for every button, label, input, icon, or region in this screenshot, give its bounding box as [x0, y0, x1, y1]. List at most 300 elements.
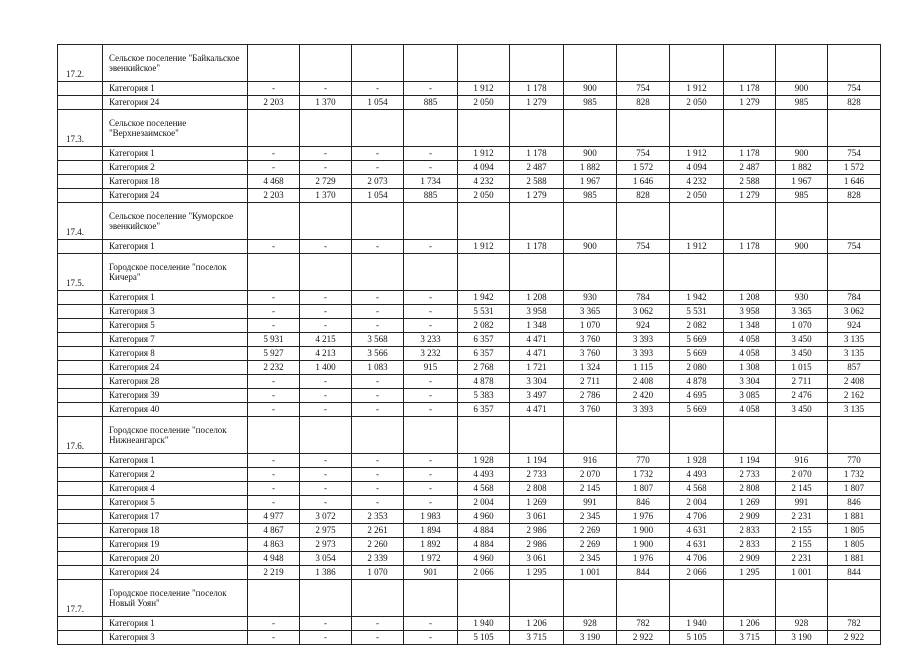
empty-cell: [510, 110, 564, 147]
value-cell: 846: [617, 496, 670, 510]
value-cell: 1 912: [670, 147, 724, 161]
value-cell: 1 572: [828, 161, 881, 175]
category-name: Категория 7: [103, 333, 248, 347]
value-cell: 782: [828, 617, 881, 631]
table-row: [58, 319, 881, 333]
empty-cell: [510, 203, 564, 240]
value-cell: 784: [617, 291, 670, 305]
category-name: Категория 1: [103, 147, 248, 161]
row-number-cell: [58, 175, 103, 189]
value-cell: 991: [564, 496, 617, 510]
empty-cell: [248, 417, 300, 454]
value-cell: 900: [776, 240, 828, 254]
value-cell: 1 279: [510, 189, 564, 203]
category-name: Категория 18: [103, 524, 248, 538]
value-cell: 928: [776, 617, 828, 631]
row-number-cell: [58, 161, 103, 175]
empty-cell: [828, 110, 881, 147]
row-number-cell: [58, 96, 103, 110]
value-cell: 770: [617, 454, 670, 468]
value-cell: 4 058: [724, 403, 776, 417]
value-cell: 6 357: [458, 333, 510, 347]
value-cell: -: [300, 631, 352, 645]
value-cell: 1 348: [510, 319, 564, 333]
value-cell: -: [248, 305, 300, 319]
empty-cell: [458, 417, 510, 454]
table-row: [58, 240, 881, 254]
value-cell: 2 073: [352, 175, 404, 189]
category-name: Категория 40: [103, 403, 248, 417]
value-cell: 2 050: [670, 96, 724, 110]
value-cell: 754: [828, 240, 881, 254]
value-cell: 900: [776, 147, 828, 161]
empty-cell: [617, 417, 670, 454]
value-cell: 770: [828, 454, 881, 468]
table-row: [58, 305, 881, 319]
value-cell: 4 631: [670, 538, 724, 552]
value-cell: 1 972: [404, 552, 458, 566]
value-cell: 3 190: [564, 631, 617, 645]
value-cell: 3 497: [510, 389, 564, 403]
value-cell: 754: [828, 147, 881, 161]
value-cell: 3 232: [404, 347, 458, 361]
value-cell: 2 711: [564, 375, 617, 389]
value-cell: 4 058: [724, 333, 776, 347]
section-number: 17.7.: [58, 580, 103, 617]
empty-cell: [670, 417, 724, 454]
value-cell: 916: [564, 454, 617, 468]
value-cell: 1 070: [352, 566, 404, 580]
category-name: Категория 19: [103, 538, 248, 552]
value-cell: -: [300, 468, 352, 482]
value-cell: 2 231: [776, 552, 828, 566]
value-cell: 1 208: [510, 291, 564, 305]
value-cell: 1 279: [510, 96, 564, 110]
table-row: [58, 291, 881, 305]
value-cell: 1 295: [510, 566, 564, 580]
value-cell: 3 450: [776, 403, 828, 417]
value-cell: 2 155: [776, 538, 828, 552]
value-cell: 1 807: [828, 482, 881, 496]
empty-cell: [300, 580, 352, 617]
value-cell: -: [352, 161, 404, 175]
value-cell: 1 178: [510, 147, 564, 161]
value-cell: 2 070: [776, 468, 828, 482]
value-cell: -: [352, 454, 404, 468]
value-cell: 3 085: [724, 389, 776, 403]
empty-cell: [776, 45, 828, 82]
table-row: [58, 617, 881, 631]
empty-cell: [248, 45, 300, 82]
table-row: [58, 147, 881, 161]
empty-cell: [776, 580, 828, 617]
category-name: Категория 24: [103, 566, 248, 580]
value-cell: -: [352, 82, 404, 96]
value-cell: 2 080: [670, 361, 724, 375]
row-number-cell: [58, 389, 103, 403]
section-title: Городское поселение "поселок Новый Уоян": [103, 580, 248, 617]
value-cell: 754: [617, 147, 670, 161]
value-cell: -: [248, 375, 300, 389]
category-name: Категория 3: [103, 305, 248, 319]
value-cell: 2 004: [458, 496, 510, 510]
category-name: Категория 28: [103, 375, 248, 389]
table-body: [58, 45, 881, 645]
empty-cell: [300, 110, 352, 147]
category-name: Категория 17: [103, 510, 248, 524]
empty-cell: [776, 417, 828, 454]
value-cell: 4 948: [248, 552, 300, 566]
section-title: Сельское поселение "Куморское эвенкийское": [103, 203, 248, 240]
value-cell: 985: [776, 189, 828, 203]
value-cell: -: [404, 161, 458, 175]
value-cell: 1 646: [828, 175, 881, 189]
value-cell: 3 450: [776, 333, 828, 347]
empty-cell: [510, 45, 564, 82]
value-cell: 2 833: [724, 538, 776, 552]
value-cell: 5 931: [248, 333, 300, 347]
value-cell: 1 206: [724, 617, 776, 631]
value-cell: 4 977: [248, 510, 300, 524]
value-cell: 2 070: [564, 468, 617, 482]
value-cell: 2 808: [510, 482, 564, 496]
section-header-row: [58, 417, 881, 454]
value-cell: -: [352, 291, 404, 305]
value-cell: 2 588: [724, 175, 776, 189]
value-cell: 4 468: [248, 175, 300, 189]
value-cell: 3 135: [828, 403, 881, 417]
empty-cell: [352, 110, 404, 147]
value-cell: 1 070: [564, 319, 617, 333]
table-row: [58, 631, 881, 645]
empty-cell: [617, 254, 670, 291]
value-cell: 4 884: [458, 524, 510, 538]
value-cell: -: [404, 319, 458, 333]
value-cell: -: [404, 305, 458, 319]
value-cell: -: [352, 319, 404, 333]
category-name: Категория 1: [103, 454, 248, 468]
value-cell: 985: [776, 96, 828, 110]
value-cell: 1 178: [724, 147, 776, 161]
value-cell: 844: [828, 566, 881, 580]
value-cell: 1 178: [510, 240, 564, 254]
tariff-table: [57, 44, 881, 645]
value-cell: 4 706: [670, 510, 724, 524]
empty-cell: [564, 203, 617, 240]
row-number-cell: [58, 617, 103, 631]
category-name: Категория 1: [103, 291, 248, 305]
value-cell: -: [300, 403, 352, 417]
value-cell: 1 279: [724, 189, 776, 203]
value-cell: 1 805: [828, 524, 881, 538]
empty-cell: [724, 417, 776, 454]
category-name: Категория 5: [103, 496, 248, 510]
empty-cell: [404, 110, 458, 147]
value-cell: 1 370: [300, 96, 352, 110]
section-title: Сельское поселение "Байкальское эвенкийское": [103, 45, 248, 82]
value-cell: 828: [828, 96, 881, 110]
value-cell: 4 878: [458, 375, 510, 389]
value-cell: 1 178: [510, 82, 564, 96]
value-cell: -: [352, 468, 404, 482]
row-number-cell: [58, 538, 103, 552]
value-cell: -: [404, 617, 458, 631]
value-cell: 2 232: [248, 361, 300, 375]
value-cell: 915: [404, 361, 458, 375]
value-cell: -: [352, 631, 404, 645]
value-cell: 4 960: [458, 552, 510, 566]
value-cell: 844: [617, 566, 670, 580]
empty-cell: [352, 45, 404, 82]
category-name: Категория 2: [103, 161, 248, 175]
category-name: Категория 20: [103, 552, 248, 566]
table-row: [58, 96, 881, 110]
empty-cell: [248, 580, 300, 617]
value-cell: 4 471: [510, 347, 564, 361]
section-header-row: [58, 45, 881, 82]
section-number: 17.6.: [58, 417, 103, 454]
value-cell: 3 304: [724, 375, 776, 389]
value-cell: 2 066: [670, 566, 724, 580]
value-cell: 2 203: [248, 189, 300, 203]
value-cell: 2 219: [248, 566, 300, 580]
category-name: Категория 1: [103, 617, 248, 631]
value-cell: 3 054: [300, 552, 352, 566]
empty-cell: [828, 45, 881, 82]
value-cell: -: [352, 496, 404, 510]
value-cell: 1 324: [564, 361, 617, 375]
value-cell: 916: [776, 454, 828, 468]
value-cell: 2 768: [458, 361, 510, 375]
empty-cell: [564, 254, 617, 291]
value-cell: -: [300, 161, 352, 175]
value-cell: 1 976: [617, 510, 670, 524]
value-cell: 3 450: [776, 347, 828, 361]
value-cell: 1 178: [724, 82, 776, 96]
row-number-cell: [58, 552, 103, 566]
empty-cell: [510, 417, 564, 454]
value-cell: 4 232: [670, 175, 724, 189]
value-cell: 3 062: [617, 305, 670, 319]
value-cell: -: [248, 147, 300, 161]
value-cell: -: [404, 454, 458, 468]
value-cell: -: [248, 631, 300, 645]
row-number-cell: [58, 524, 103, 538]
row-number-cell: [58, 305, 103, 319]
value-cell: 4 878: [670, 375, 724, 389]
row-number-cell: [58, 189, 103, 203]
value-cell: 5 383: [458, 389, 510, 403]
value-cell: 2 050: [458, 96, 510, 110]
value-cell: 4 493: [670, 468, 724, 482]
value-cell: 4 094: [458, 161, 510, 175]
value-cell: 2 408: [617, 375, 670, 389]
value-cell: 2 345: [564, 510, 617, 524]
value-cell: 2 269: [564, 524, 617, 538]
value-cell: 2 476: [776, 389, 828, 403]
value-cell: 754: [828, 82, 881, 96]
empty-cell: [617, 203, 670, 240]
value-cell: -: [352, 305, 404, 319]
table-row: [58, 468, 881, 482]
section-number: 17.2.: [58, 45, 103, 82]
section-title: Сельское поселение "Верхнезаимское": [103, 110, 248, 147]
value-cell: -: [352, 147, 404, 161]
empty-cell: [404, 203, 458, 240]
row-number-cell: [58, 468, 103, 482]
value-cell: -: [300, 375, 352, 389]
value-cell: 784: [828, 291, 881, 305]
value-cell: 2 922: [828, 631, 881, 645]
value-cell: 1 928: [458, 454, 510, 468]
empty-cell: [404, 45, 458, 82]
row-number-cell: [58, 361, 103, 375]
empty-cell: [248, 110, 300, 147]
value-cell: 930: [776, 291, 828, 305]
category-name: Категория 1: [103, 240, 248, 254]
row-number-cell: [58, 403, 103, 417]
empty-cell: [776, 254, 828, 291]
value-cell: 4 213: [300, 347, 352, 361]
value-cell: 1 279: [724, 96, 776, 110]
value-cell: 2 909: [724, 510, 776, 524]
empty-cell: [617, 580, 670, 617]
value-cell: 1 070: [776, 319, 828, 333]
value-cell: 782: [617, 617, 670, 631]
table-row: [58, 403, 881, 417]
value-cell: 2 155: [776, 524, 828, 538]
value-cell: 6 357: [458, 347, 510, 361]
row-number-cell: [58, 566, 103, 580]
value-cell: 4 471: [510, 403, 564, 417]
value-cell: 2 711: [776, 375, 828, 389]
value-cell: 5 669: [670, 333, 724, 347]
value-cell: 4 568: [458, 482, 510, 496]
table-row: [58, 454, 881, 468]
value-cell: 2 203: [248, 96, 300, 110]
value-cell: 2 353: [352, 510, 404, 524]
value-cell: 1 178: [724, 240, 776, 254]
value-cell: -: [248, 468, 300, 482]
empty-cell: [458, 45, 510, 82]
value-cell: 2 050: [458, 189, 510, 203]
value-cell: -: [248, 291, 300, 305]
empty-cell: [670, 203, 724, 240]
value-cell: 985: [564, 189, 617, 203]
value-cell: 2 269: [564, 538, 617, 552]
empty-cell: [828, 417, 881, 454]
value-cell: -: [300, 617, 352, 631]
table-row: [58, 161, 881, 175]
value-cell: 6 357: [458, 403, 510, 417]
row-number-cell: [58, 333, 103, 347]
table-row: [58, 347, 881, 361]
value-cell: -: [404, 389, 458, 403]
value-cell: 1 732: [828, 468, 881, 482]
empty-cell: [352, 203, 404, 240]
value-cell: 1 646: [617, 175, 670, 189]
section-header-row: [58, 580, 881, 617]
category-name: Категория 1: [103, 82, 248, 96]
value-cell: 1 942: [458, 291, 510, 305]
empty-cell: [670, 254, 724, 291]
row-number-cell: [58, 291, 103, 305]
category-name: Категория 5: [103, 319, 248, 333]
empty-cell: [776, 203, 828, 240]
row-number-cell: [58, 454, 103, 468]
value-cell: 3 061: [510, 552, 564, 566]
category-name: Категория 24: [103, 361, 248, 375]
value-cell: 828: [617, 96, 670, 110]
value-cell: -: [352, 482, 404, 496]
value-cell: 3 958: [510, 305, 564, 319]
value-cell: -: [248, 617, 300, 631]
value-cell: 1 881: [828, 510, 881, 524]
value-cell: -: [300, 496, 352, 510]
value-cell: 2 082: [670, 319, 724, 333]
value-cell: 2 733: [510, 468, 564, 482]
value-cell: 1 734: [404, 175, 458, 189]
value-cell: 2 733: [724, 468, 776, 482]
empty-cell: [617, 45, 670, 82]
value-cell: 900: [564, 240, 617, 254]
value-cell: 3 190: [776, 631, 828, 645]
row-number-cell: [58, 510, 103, 524]
value-cell: -: [352, 617, 404, 631]
value-cell: 1 882: [776, 161, 828, 175]
value-cell: 1 572: [617, 161, 670, 175]
value-cell: -: [248, 240, 300, 254]
value-cell: -: [404, 631, 458, 645]
row-number-cell: [58, 496, 103, 510]
value-cell: -: [404, 375, 458, 389]
value-cell: 2 420: [617, 389, 670, 403]
section-title: Городское поселение "поселок Нижнеангарск": [103, 417, 248, 454]
value-cell: 4 058: [724, 347, 776, 361]
value-cell: 4 232: [458, 175, 510, 189]
empty-cell: [458, 110, 510, 147]
value-cell: 1 894: [404, 524, 458, 538]
value-cell: 1 940: [670, 617, 724, 631]
value-cell: -: [352, 389, 404, 403]
value-cell: 5 531: [670, 305, 724, 319]
table-row: [58, 496, 881, 510]
value-cell: -: [248, 482, 300, 496]
value-cell: 828: [828, 189, 881, 203]
table-row: [58, 538, 881, 552]
value-cell: 1 912: [670, 82, 724, 96]
empty-cell: [564, 110, 617, 147]
empty-cell: [724, 580, 776, 617]
empty-cell: [564, 45, 617, 82]
table-row: [58, 482, 881, 496]
value-cell: -: [248, 454, 300, 468]
value-cell: 1 805: [828, 538, 881, 552]
table-row: [58, 552, 881, 566]
empty-cell: [404, 580, 458, 617]
value-cell: 5 669: [670, 403, 724, 417]
value-cell: 1 194: [724, 454, 776, 468]
category-name: Категория 2: [103, 468, 248, 482]
empty-cell: [300, 254, 352, 291]
value-cell: 3 135: [828, 333, 881, 347]
value-cell: 1 976: [617, 552, 670, 566]
empty-cell: [248, 203, 300, 240]
empty-cell: [776, 110, 828, 147]
value-cell: 2 973: [300, 538, 352, 552]
value-cell: 4 631: [670, 524, 724, 538]
value-cell: 2 986: [510, 538, 564, 552]
